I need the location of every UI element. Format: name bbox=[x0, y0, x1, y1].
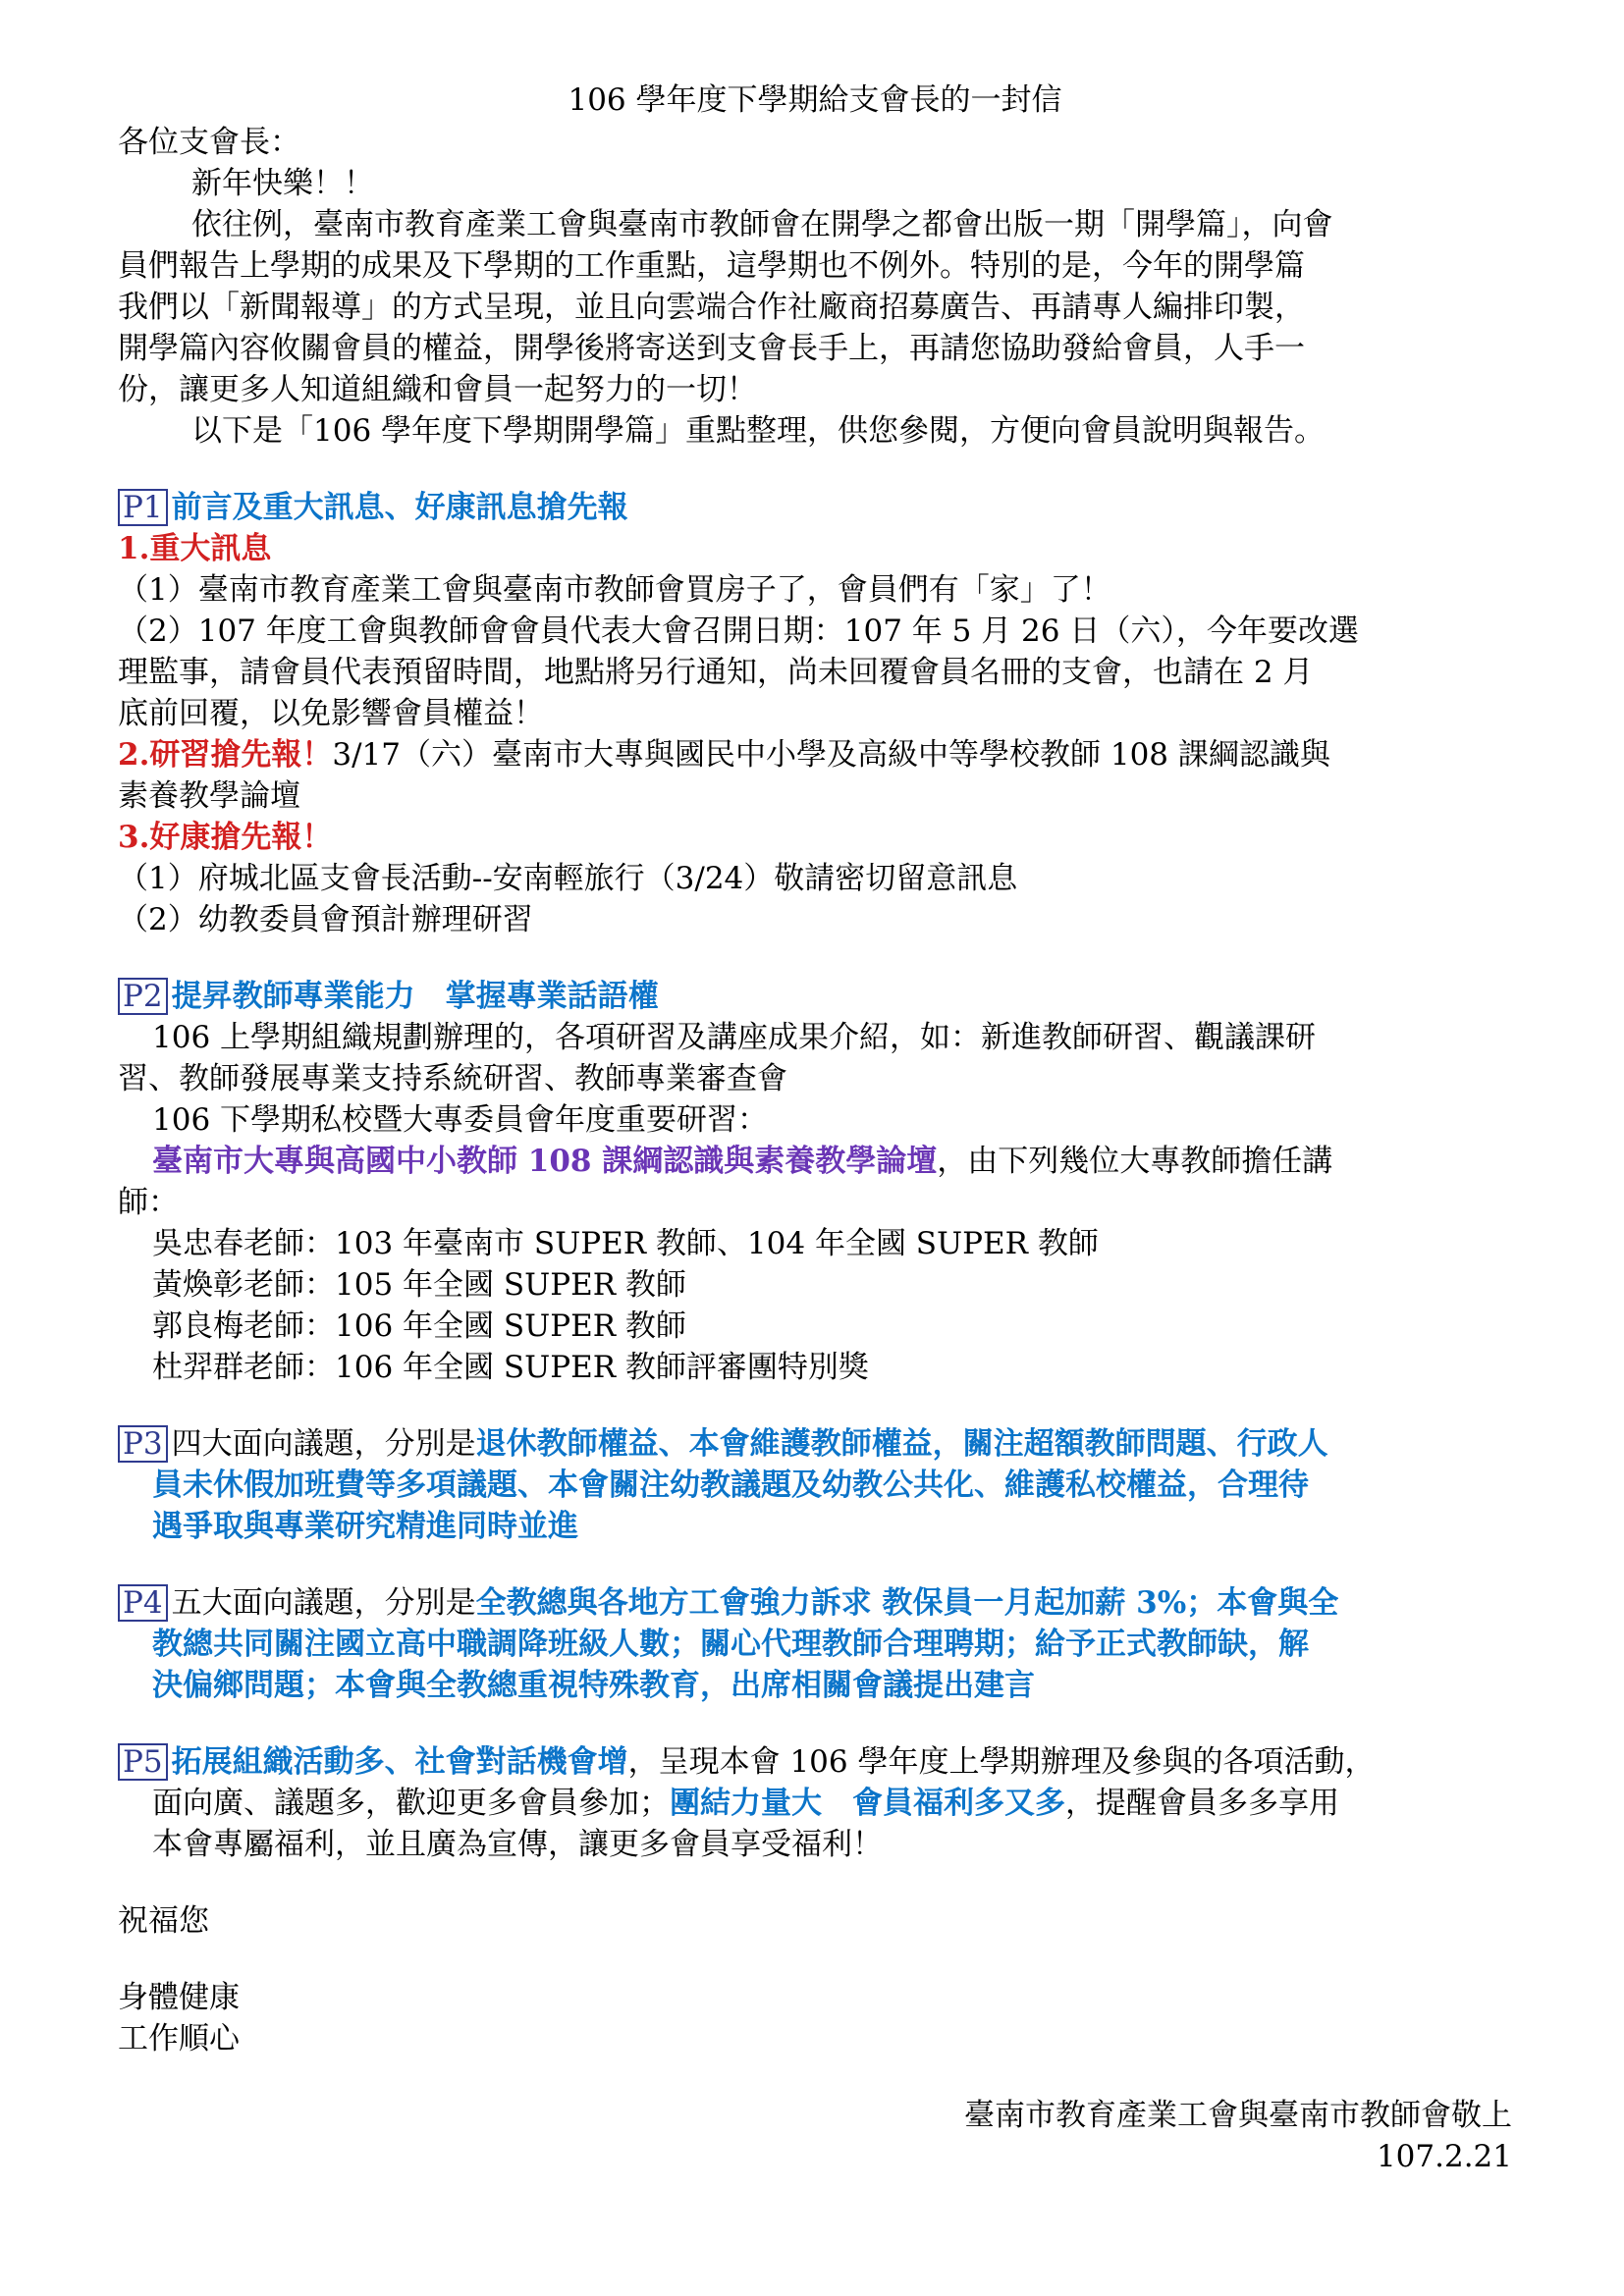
p1-item2-text: 3/17（六）臺南市大專與國民中小學及高級中等學校教師 108 課綱認識與 bbox=[332, 737, 1330, 773]
letter-page bbox=[118, 79, 1512, 2177]
p5-highlight: 團結力量大 會員福利多又多 bbox=[670, 1786, 1065, 1821]
p3-highlight: 員未休假加班費等多項議題、本會關注幼教議題及幼教公共化、維護私校權益，合理待 bbox=[152, 1468, 1309, 1503]
p2-speaker: 吳忠春老師：103 年臺南市 SUPER 教師、104 年全國 SUPER 教師 bbox=[152, 1226, 1099, 1261]
p4-highlight: 教總共同關注國立高中職調降班級人數；關心代理教師合理聘期；給予正式教師缺，解 bbox=[152, 1627, 1309, 1662]
p4-highlight: 決偏鄉問題；本會與全教總重視特殊教育，出席相關會議提出建言 bbox=[152, 1668, 1035, 1703]
p5-box: P5 bbox=[118, 1743, 168, 1781]
p2-heading-text: 提昇教師專業能力 掌握專業話語權 bbox=[171, 979, 659, 1014]
p1-heading bbox=[118, 487, 1512, 528]
new-year-wish: 新年快樂！！ bbox=[191, 166, 374, 201]
p1-item3-line: （1）府城北區支會長活動--安南輕旅行（3/24）敬請密切留意訊息 bbox=[118, 861, 1018, 896]
p2-speaker: 郭良梅老師：106 年全國 SUPER 教師 bbox=[152, 1308, 686, 1344]
p1-item3-title: 3.好康搶先報！ bbox=[118, 820, 333, 855]
p1-item1-line: 底前回覆，以免影響會員權益！ bbox=[118, 696, 544, 731]
p1-item1-line: （1）臺南市教育產業工會與臺南市教師會買房子了，會員們有「家」了！ bbox=[118, 572, 1111, 608]
intro-summary: 以下是「106 學年度下學期開學篇」重點整理，供您參閱，方便向會員說明與報告。 bbox=[191, 413, 1326, 449]
spacer bbox=[118, 1865, 1512, 1900]
spacer bbox=[118, 940, 1512, 976]
p3-line bbox=[118, 1423, 1512, 1465]
p4-line bbox=[118, 1582, 1512, 1624]
p4-box: P4 bbox=[118, 1584, 168, 1622]
spacer bbox=[118, 2059, 1512, 2095]
wish: 工作順心 bbox=[118, 2021, 240, 2056]
p5-line bbox=[118, 1741, 1512, 1783]
p2-speaker: 黃煥彰老師：105 年全國 SUPER 教師 bbox=[152, 1267, 686, 1303]
p2-forum-after: ，由下列幾位大專教師擔任講 bbox=[937, 1144, 1333, 1179]
p5-text: 面向廣、議題多，歡迎更多會員參加； bbox=[152, 1786, 670, 1821]
letter-title: 106 學年度下學期給支會長的一封信 bbox=[568, 82, 1062, 118]
p5-line bbox=[118, 1783, 1512, 1824]
p5-highlight: 拓展組織活動多、社會對話機會增 bbox=[171, 1744, 628, 1780]
spacer bbox=[118, 1942, 1512, 1977]
p2-line: 106 上學期組織規劃辦理的，各項研習及講座成果介紹，如：新進教師研習、觀議課研 bbox=[152, 1020, 1317, 1055]
p2-heading bbox=[118, 976, 1512, 1017]
intro-line: 依往例，臺南市教育產業工會與臺南市教師會在開學之都會出版一期「開學篇」，向會 bbox=[191, 207, 1333, 242]
letter-date: 107.2.21 bbox=[1376, 2139, 1512, 2174]
p1-item2-cont: 素養教學論壇 bbox=[118, 778, 300, 814]
p1-box: P1 bbox=[118, 489, 168, 526]
greeting: 各位支會長： bbox=[118, 125, 300, 160]
p5-text: ，呈現本會 106 學年度上學期辦理及參與的各項活動， bbox=[627, 1744, 1376, 1780]
intro-line: 員們報告上學期的成果及下學期的工作重點，這學期也不例外。特別的是，今年的開學篇 bbox=[118, 248, 1305, 284]
p3-prefix: 四大面向議題，分別是 bbox=[171, 1426, 476, 1462]
p1-heading-text: 前言及重大訊息、好康訊息搶先報 bbox=[171, 490, 628, 525]
p5-text-line: 本會專屬福利，並且廣為宣傳，讓更多會員享受福利！ bbox=[152, 1827, 883, 1862]
p1-item1-line: 理監事，請會員代表預留時間，地點將另行通知，尚未回覆會員名冊的支會，也請在 2 月 bbox=[118, 655, 1314, 690]
intro-line: 我們以「新聞報導」的方式呈現，並且向雲端合作社廠商招募廣告、再請專人編排印製， bbox=[118, 290, 1305, 325]
p2-line: 師： bbox=[118, 1185, 179, 1220]
spacer bbox=[118, 1547, 1512, 1582]
p1-item1-line: （2）107 年度工會與教師會會員代表大會召開日期：107 年 5 月 26 日（六），今年要改選 bbox=[118, 614, 1359, 649]
spacer bbox=[118, 1706, 1512, 1741]
p2-forum-title: 臺南市大專與高國中小教師 108 課綱認識與素養教學論壇 bbox=[152, 1144, 938, 1179]
spacer bbox=[118, 1388, 1512, 1423]
signature: 臺南市教育產業工會與臺南市教師會敬上 bbox=[964, 2098, 1512, 2133]
p4-highlight: 全教總與各地方工會強力訴求 教保員一月起加薪 3%；本會與全 bbox=[475, 1585, 1339, 1621]
intro-line: 開學篇內容攸關會員的權益，開學後將寄送到支會長手上，再請您協助發給會員，人手一 bbox=[118, 331, 1305, 366]
p2-line: 習、教師發展專業支持系統研習、教師專業審查會 bbox=[118, 1061, 787, 1096]
p3-highlight: 退休教師權益、本會維護教師權益，關注超額教師問題、行政人 bbox=[475, 1426, 1328, 1462]
p1-item1-title: 1.重大訊息 bbox=[118, 531, 272, 566]
blessing: 祝福您 bbox=[118, 1903, 209, 1939]
p1-item2 bbox=[118, 734, 1512, 775]
p3-box: P3 bbox=[118, 1425, 168, 1463]
p1-item3-line: （2）幼教委員會預計辦理研習 bbox=[118, 902, 533, 937]
p2-box: P2 bbox=[118, 978, 168, 1015]
spacer bbox=[118, 452, 1512, 487]
p5-text: ，提醒會員多多享用 bbox=[1065, 1786, 1339, 1821]
p3-highlight: 遇爭取與專業研究精進同時並進 bbox=[152, 1509, 578, 1544]
intro-line: 份，讓更多人知道組織和會員一起努力的一切！ bbox=[118, 372, 757, 407]
wish: 身體健康 bbox=[118, 1980, 240, 2015]
p2-line: 106 下學期私校暨大專委員會年度重要研習： bbox=[152, 1102, 769, 1138]
p1-item2-title: 2.研習搶先報！ bbox=[118, 737, 333, 773]
p2-speaker: 杜羿群老師：106 年全國 SUPER 教師評審團特別獎 bbox=[152, 1350, 869, 1385]
p4-prefix: 五大面向議題，分別是 bbox=[171, 1585, 476, 1621]
p2-forum-line bbox=[118, 1141, 1512, 1182]
